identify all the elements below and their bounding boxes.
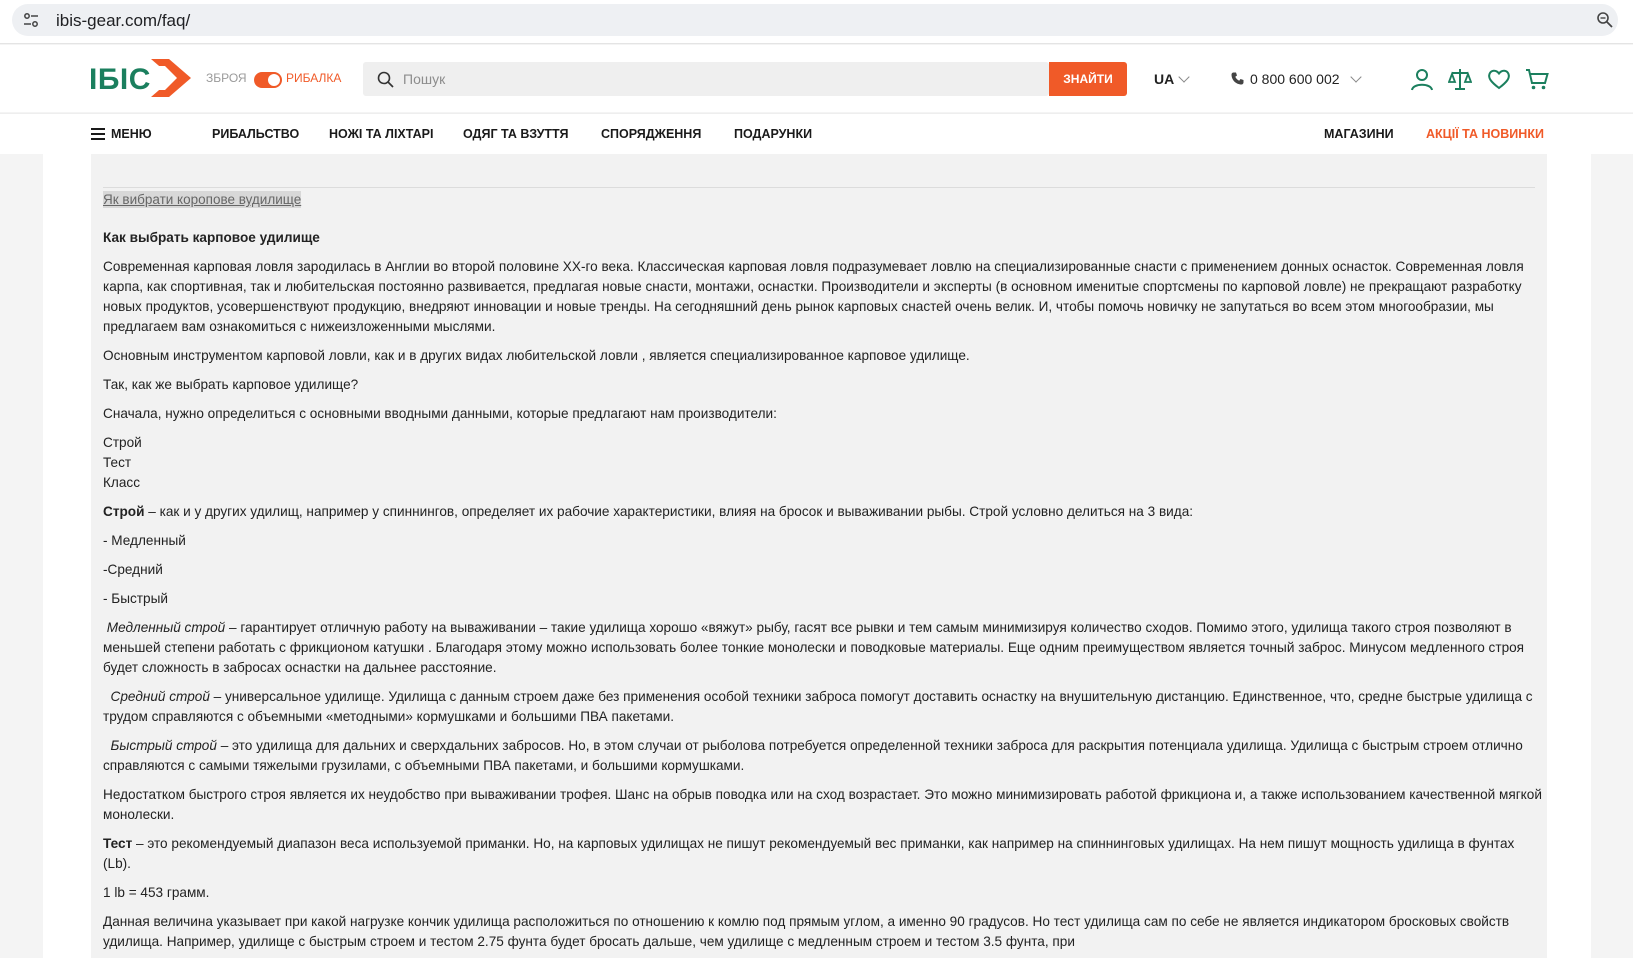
main-nav: [0, 113, 1633, 154]
divider: [103, 187, 1535, 188]
logo[interactable]: [89, 59, 191, 97]
zoom-icon[interactable]: [1596, 11, 1614, 29]
nav-item-gifts[interactable]: ПОДАРУНКИ: [734, 127, 813, 141]
chevron-down-icon: [1179, 71, 1190, 82]
search-box: [363, 62, 1049, 96]
nav-item-equipment[interactable]: СПОРЯДЖЕННЯ: [601, 127, 702, 141]
nav-item-knives[interactable]: НОЖІ ТА ЛІХТАРІ: [329, 127, 434, 141]
paragraph-text: – как и у других удилищ, например у спиннингов, определяет их рабочие характеристики, влияя на бросок и вываживании рыбы. Строй условно делиться на 3 вида:: [144, 504, 1194, 519]
nav-item-promo[interactable]: АКЦІЇ ТА НОВИНКИ: [1426, 127, 1544, 141]
faq-question-link[interactable]: Як вибрати коропове вудилище: [103, 192, 302, 207]
phone-number: 0 800 600 002: [1250, 71, 1340, 87]
answer-title: Как выбрать карповое удилище: [103, 230, 320, 245]
paragraph: Так, как же выбрать карповое удилище?: [103, 377, 359, 392]
paragraph: - Быстрый: [103, 591, 168, 606]
paragraph: [103, 687, 1543, 727]
list-item: Тест: [103, 455, 132, 470]
cart-icon[interactable]: [1525, 67, 1549, 91]
nav-item-clothing[interactable]: ОДЯГ ТА ВЗУТТЯ: [463, 127, 569, 141]
mode-toggle[interactable]: [254, 72, 282, 88]
term-italic: Средний строй: [103, 689, 210, 704]
term-bold: Строй: [103, 504, 145, 519]
site-settings-icon[interactable]: [22, 12, 40, 28]
url-text[interactable]: ibis-gear.com/faq/: [56, 11, 191, 30]
toggle-knob: [268, 74, 280, 86]
search-icon: [377, 71, 394, 88]
menu-label: МЕНЮ: [111, 127, 152, 141]
paragraph: [103, 834, 1543, 874]
nav-item-fishing[interactable]: РИБАЛЬСТВО: [212, 127, 300, 141]
paragraph: Современная карповая ловля зародилась в Англии во второй половине ХХ-го века. Классическая карповая ловля подразумевает ловлю на специализированные снасти с применением донных оснасток. Современная ловля карпа, как спортивная, так и любительская постоянно развивается, предлагая новые снасти, монтажи, оснастки. Производители и эксперты (в основном именитые спортсмены по карповой ловле) не прекращают разработку новых продуктов, усовершенствуют продукцию, внедряют инновации и новые тренды. На сегодняшний день рынок карповых снастей очень велик. И, чтобы помочь новичку не запутаться во всем этом многообразии, мы предлагаем вам ознакомиться с нижеизложенными мыслями.: [103, 259, 1524, 334]
paragraph: [103, 618, 1543, 678]
term-italic: Быстрый строй: [103, 738, 217, 753]
logo-text: ІБІС: [89, 63, 151, 96]
user-icon[interactable]: [1410, 67, 1434, 91]
chevron-down-icon: [1350, 71, 1361, 82]
paragraph: 1 lb = 453 грамм.: [103, 885, 210, 900]
phone-icon: [1231, 72, 1244, 85]
language-select[interactable]: [1154, 71, 1188, 87]
faq-article: [91, 154, 1547, 958]
language-label: UA: [1154, 71, 1175, 87]
paragraph: [103, 502, 1543, 522]
paragraph: - Медленный: [103, 533, 186, 548]
paragraph: Недостатком быстрого строя является их неудобство при вываживании трофея. Шанс на обрыв поводка или на сход возрастает. Это можно минимизировать работой фрикциона и, а также использованием качественной мягкой монолески.: [103, 787, 1542, 822]
term-italic: Медленный строй: [103, 620, 226, 635]
search-input[interactable]: [403, 62, 1033, 96]
search-button[interactable]: ЗНАЙТИ: [1049, 62, 1127, 96]
compare-scales-icon[interactable]: [1448, 67, 1472, 91]
list-item: Строй: [103, 435, 142, 450]
paragraph-text: – универсальное удилище. Удилища с данным строем даже без применения особой техники заброса помогут доставить оснастку на внушительную дистанцию. Единственное, что, средне быстрые удилища с трудом справляются с объемными «методными» кормушками и большими ПВА пакетами.: [103, 689, 1533, 724]
paragraph: Сначала, нужно определиться с основными вводными данными, которые предлагают нам производители:: [103, 406, 777, 421]
heart-icon[interactable]: [1487, 67, 1511, 91]
paragraph: -Средний: [103, 562, 163, 577]
list-item: Класс: [103, 475, 141, 490]
paragraph-text: – гарантирует отличную работу на вываживании – такие удилища хорошо «вяжут» рыбу, гасят все рывки и тем самым минимизируя количество сходов. Помимо этого, удилища такого строя позволяют в меньшей степени работать с фрикционом катушки . Благодаря этому можно использовать более тонкие монолески и поводковые материалы. Еще одним преимуществом является точный заброс. Минусом медленного строя будет сложность в забросах оснастки на дальнее расстояние.: [103, 620, 1525, 675]
paragraph: Основным инструментом карповой ловли, как и в других видах любительской ловли , является специализированное карповое удилище.: [103, 348, 970, 363]
menu-button[interactable]: [91, 127, 152, 141]
paragraph: [103, 736, 1543, 776]
mode-fishing-label[interactable]: РИБАЛКА: [286, 71, 342, 85]
faq-answer: [103, 228, 1543, 958]
term-bold: Тест: [103, 836, 133, 851]
menu-icon: [91, 128, 105, 140]
paragraph-text: – это рекомендуемый диапазон веса используемой приманки. Но, на карповых удилищах не пишут рекомендуемый вес приманки, как например на спиннинговых удилищах. На нем пишут мощность удилища в фунтах (Lb).: [103, 836, 1515, 871]
phone-dropdown[interactable]: [1231, 71, 1360, 87]
parameter-list: [103, 433, 1543, 493]
browser-toolbar: [0, 0, 1633, 44]
paragraph: Данная величина указывает при какой нагрузке кончик удилища расположиться по отношению к комлю под прямым углом, а именно 90 градусов. Но тест удилища сам по себе не является индикатором бросковых свойств удилища. Например, удилище с быстрым строем и тестом 2.75 фунта будет бросать дальше, чем удилище с медленным строем и тестом 3.5 фунта, при: [103, 914, 1510, 949]
nav-item-stores[interactable]: МАГАЗИНИ: [1324, 127, 1394, 141]
paragraph-text: – это удилища для дальних и сверхдальних забросов. Но, в этом случаи от рыболова потребуется определенной техники заброса для раскрытия потенциала удилища. Удилища с быстрым строем отлично справляются с самыми тяжелыми грузилами, с объемными ПВА пакетами, и большими кормушками.: [103, 738, 1523, 773]
mode-hunting-label[interactable]: ЗБРОЯ: [206, 71, 247, 85]
site-header: [0, 45, 1633, 112]
address-bar[interactable]: [12, 4, 1618, 36]
logo-arrow-icon: [151, 59, 191, 97]
